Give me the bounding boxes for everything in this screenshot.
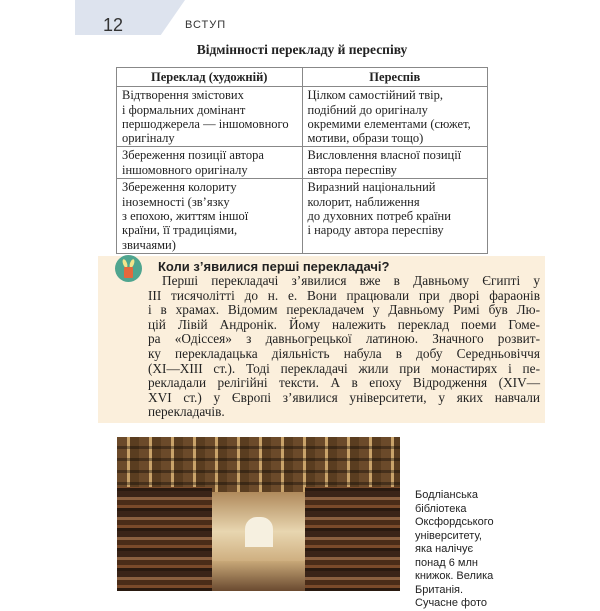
table-title: Відмінності перекладу й переспіву [196,42,408,57]
page-number: 12 [103,15,124,35]
photo-caption: Бодліанська бібліотека Оксфордського університету, яка налічує понад 6 млн книжок. Велика Британія. Сучасне фото [415,489,494,609]
table-cell: Висловлення власної позиції автора переспіву [302,147,488,179]
plant-pot-icon [115,255,142,282]
text-line: рекладали релігійні тексти. А в епоху Відродження (XIV— [148,375,540,391]
text-line: ра «Одіссея» з давньогрецької латиною. Значного розвит- [148,331,540,347]
library-photo [117,437,400,591]
table-cell: Відтворення змістових і формальних домінант першоджерела — іншомовного оригіналу [117,87,303,147]
info-box-text [148,274,540,420]
table-row [117,179,488,253]
table-cell: Збереження колориту іноземності (зв’язку з епохою, життям іншої країни, її традиціями, звичаями) [117,179,303,253]
text-line: і в храмах. Відомим перекладачем у Давньому Римі був Лю- [148,302,540,318]
info-box-heading: Коли з’явилися перші перекладачі? [158,259,390,274]
text-line: XVI ст.) у Європі з’явилися університети, у яких навчали [148,389,540,405]
table-cell: Виразний національний колорит, наближення до духовних потреб країни і народу автора переспіву [302,179,488,253]
text-line: ку перекладацька діяльність набула в добу Середньовіччя [148,345,540,361]
table-header-row [117,68,488,87]
column-header: Переклад (художній) [117,68,303,87]
comparison-table [116,67,488,254]
text-line: цій Лівій Андронік. Йому належить переклад поеми Гоме- [148,316,540,332]
column-header: Переспів [302,68,488,87]
text-line: III тисячолітті до н. е. Вони працювали при дворі фараонів [148,287,540,303]
section-title: ВСТУП [185,19,227,31]
page-header-band [75,0,185,35]
text-line: Перші перекладачі з’явилися вже в Давньому Єгипті у [162,273,540,288]
table-cell: Цілком самостійний твір, подібний до оригіналу окремими елементами (сюжет, мотиви, образи тощо) [302,87,488,147]
text-line: перекладачів. [148,404,225,420]
table-row [117,87,488,147]
table-row [117,147,488,179]
text-line: (XI—XIII ст.). Тоді перекладачі жили при монастирях і пе- [148,360,540,376]
table-cell: Збереження позиції автора іншомовного оригіналу [117,147,303,179]
